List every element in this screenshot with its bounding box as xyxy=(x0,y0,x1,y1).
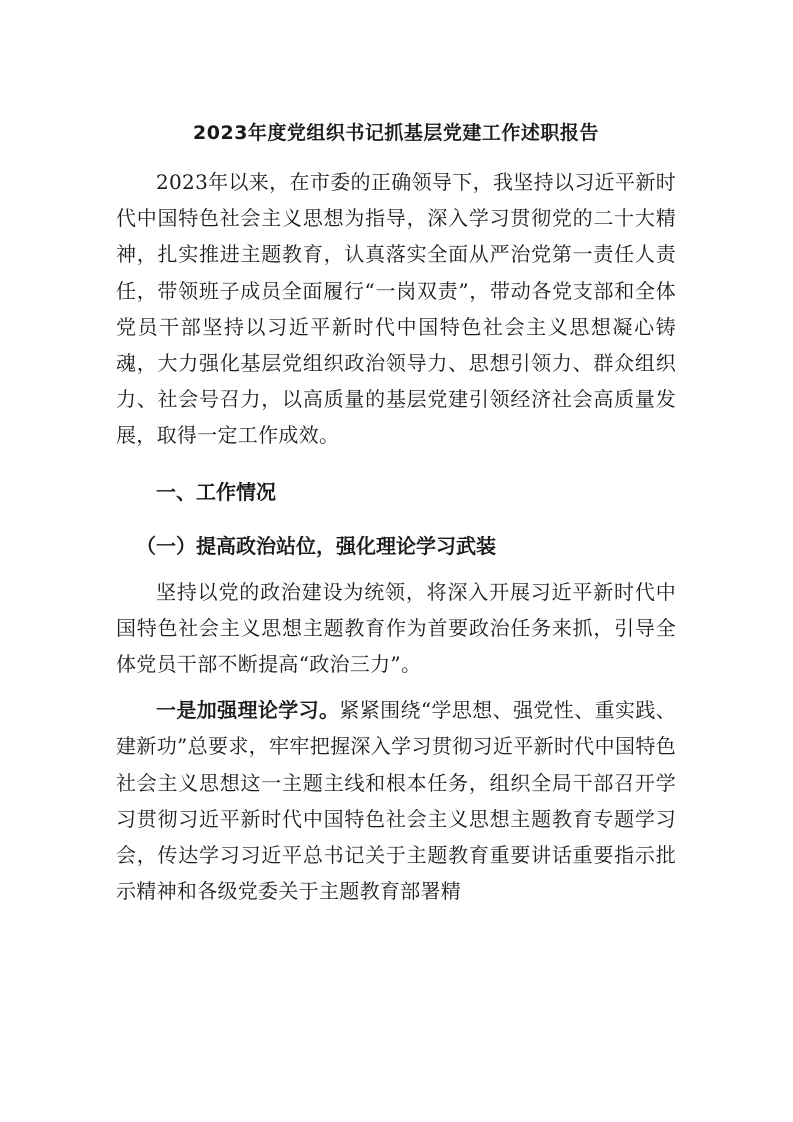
spacer xyxy=(116,682,676,692)
point-body-text: 紧紧围绕“学思想、强党性、重实践、建新功”总要求，牢牢把握深入学习贯彻习近平新时代中国特色社会主义思想这一主题主线和根本任务，组织全局干部召开学习贯彻习近平新时代中国特色社会主义思想主题教育专题学习会，传达学习习近平总书记关于主题教育重要讲话重要指示批示精神和各级党委关于主题教育部署精 xyxy=(116,698,677,904)
subsection-heading-political-stance: （一）提高政治站位，强化理论学习武装 xyxy=(136,533,496,558)
subsection-body-paragraph: 坚持以党的政治建设为统领，将深入开展习近平新时代中国特色社会主义思想主题教育作为首要政治任务来抓，引导全体党员干部不断提高“政治三力”。 xyxy=(116,579,676,677)
section-heading-work-status: 一、工作情况 xyxy=(156,479,276,504)
point-lead-text: 一是加强理论学习。 xyxy=(156,698,340,723)
spacer xyxy=(116,454,676,464)
document-title: 2023年度党组织书记抓基层党建工作述职报告 xyxy=(193,122,599,144)
intro-paragraph: 2023年以来，在市委的正确领导下，我坚持以习近平新时代中国特色社会主义思想为指导，深入学习贯彻党的二十大精神，扎实推进主题教育，认真落实全面从严治党第一责任人责任，带领班子成员全面履行“一岗双责”，带动各党支部和全体党员干部坚持以习近平新时代中国特色社会主义思想凝心铸魂，大力强化基层党组织政治领导力、思想引领力、群众组织力、社会号召力，以高质量的基层党建引领经济社会高质量发展，取得一定工作成效。 xyxy=(116,170,676,448)
point-paragraph-theory-study xyxy=(116,692,676,909)
document-body xyxy=(116,118,676,909)
